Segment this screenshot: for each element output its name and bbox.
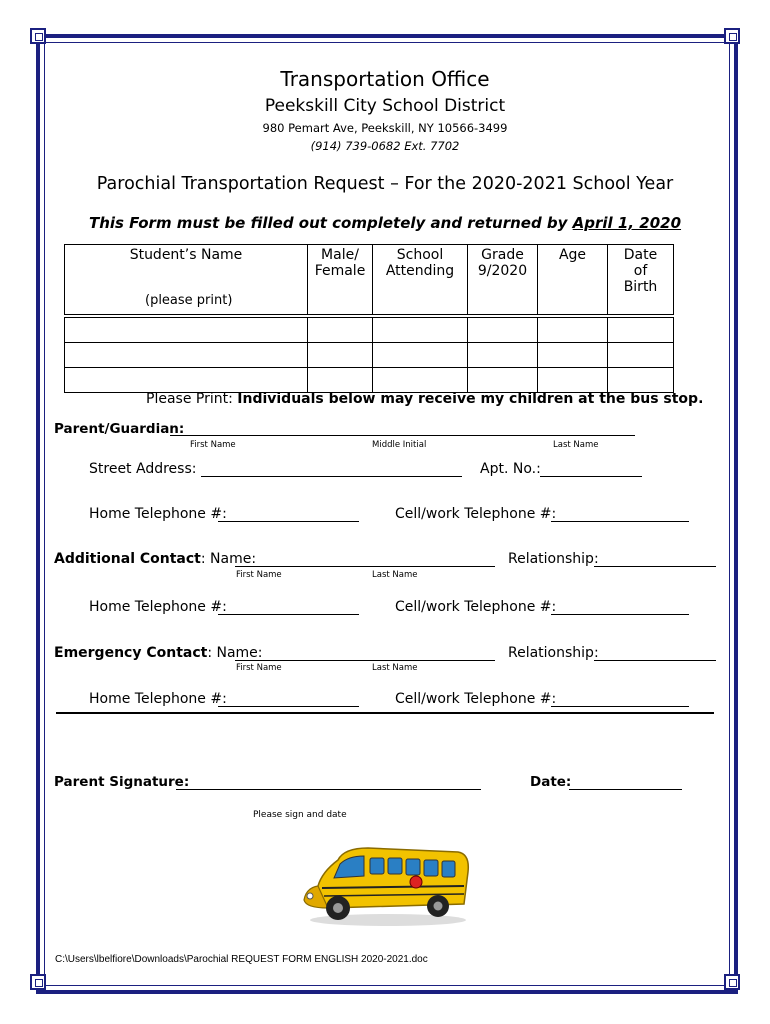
- table-row[interactable]: [65, 343, 674, 368]
- emergency-relationship-field[interactable]: [594, 660, 716, 661]
- additional-first-hint: First Name: [236, 570, 282, 580]
- parent-name-field[interactable]: [170, 435, 635, 436]
- student-table: [64, 244, 674, 393]
- parent-cell-tel-field[interactable]: [551, 521, 689, 522]
- parent-first-hint: First Name: [190, 440, 236, 450]
- street-field[interactable]: [201, 476, 462, 477]
- additional-cell-tel-field[interactable]: [551, 614, 689, 615]
- school-cell[interactable]: [373, 316, 468, 343]
- col-dob: [608, 245, 674, 317]
- col-age: [538, 245, 608, 317]
- col-name-label: Student’s Name: [129, 247, 243, 263]
- emergency-last-hint: Last Name: [372, 663, 418, 673]
- additional-relationship-field[interactable]: [594, 566, 716, 567]
- school-bus-icon: [298, 842, 474, 928]
- additional-name-label: : Name:: [200, 551, 257, 567]
- grade-cell[interactable]: [468, 316, 538, 343]
- parent-last-hint: Last Name: [553, 440, 599, 450]
- footer-file-path: C:\Users\lbelfiore\Downloads\Parochial REQUEST FORM ENGLISH 2020-2021.doc: [55, 954, 428, 965]
- emergency-label: Emergency Contact: [54, 645, 208, 661]
- emergency-first-hint: First Name: [236, 663, 282, 673]
- col-gender-line1: Male/: [321, 247, 359, 263]
- district-phone: (914) 739-0682 Ext. 7702: [310, 139, 460, 153]
- district-name: Peekskill City School District: [264, 96, 506, 116]
- col-grade-line2: 9/2020: [477, 263, 528, 279]
- additional-contact-line: [54, 551, 256, 567]
- col-name-note: (please print): [145, 293, 233, 308]
- student-name-cell[interactable]: [65, 343, 308, 368]
- age-cell[interactable]: [538, 343, 608, 368]
- parent-middle-hint: Middle Initial: [372, 440, 427, 450]
- table-header-row: [65, 245, 674, 317]
- parent-home-tel-field[interactable]: [218, 521, 359, 522]
- parent-cell-tel-label: Cell/work Telephone #:: [395, 506, 557, 522]
- date-label: Date:: [530, 774, 572, 790]
- additional-label: Additional Contact: [54, 551, 201, 567]
- col-school: [373, 245, 468, 317]
- street-label: Street Address:: [89, 461, 197, 477]
- deadline-notice: [0, 214, 770, 232]
- deadline-date: April 1, 2020: [572, 214, 682, 232]
- corner-ornament: [724, 974, 740, 990]
- form-title: Parochial Transportation Request – For the 2020-2021 School Year: [96, 174, 674, 194]
- gender-cell[interactable]: [308, 368, 373, 393]
- emergency-name-label: : Name:: [207, 645, 263, 661]
- grade-cell[interactable]: [468, 368, 538, 393]
- section-divider: [56, 712, 714, 714]
- pickup-prefix: Please Print:: [146, 391, 238, 407]
- gender-cell[interactable]: [308, 343, 373, 368]
- additional-name-field[interactable]: [235, 566, 495, 567]
- additional-relationship-label: Relationship:: [508, 551, 599, 567]
- emergency-relationship-label: Relationship:: [508, 645, 599, 661]
- col-grade-line1: Grade: [481, 247, 524, 263]
- col-dob-line2: of: [633, 263, 648, 279]
- apt-field[interactable]: [540, 476, 642, 477]
- col-gender: [308, 245, 373, 317]
- additional-home-tel-label: Home Telephone #:: [89, 599, 227, 615]
- apt-label: Apt. No.:: [480, 461, 541, 477]
- signature-note: Please sign and date: [253, 810, 347, 820]
- grade-cell[interactable]: [468, 343, 538, 368]
- gender-cell[interactable]: [308, 316, 373, 343]
- corner-ornament: [724, 28, 740, 44]
- dob-cell[interactable]: [608, 316, 674, 343]
- emergency-home-tel-field[interactable]: [218, 706, 359, 707]
- dob-cell[interactable]: [608, 343, 674, 368]
- signature-label: Parent Signature:: [54, 774, 190, 790]
- age-cell[interactable]: [538, 316, 608, 343]
- pickup-instruction: [146, 391, 703, 407]
- emergency-cell-tel-field[interactable]: [551, 706, 689, 707]
- pickup-text: Individuals below may receive my children at the bus stop.: [237, 391, 704, 407]
- col-gender-line2: Female: [314, 263, 366, 279]
- col-student-name: [65, 245, 308, 317]
- col-school-line1: School: [396, 247, 444, 263]
- office-title: Transportation Office: [280, 67, 490, 91]
- signature-field[interactable]: [176, 789, 481, 790]
- emergency-name-field[interactable]: [235, 660, 495, 661]
- table-row[interactable]: [65, 316, 674, 343]
- corner-ornament: [30, 28, 46, 44]
- date-field[interactable]: [569, 789, 682, 790]
- student-name-cell[interactable]: [65, 368, 308, 393]
- dob-cell[interactable]: [608, 368, 674, 393]
- additional-home-tel-field[interactable]: [218, 614, 359, 615]
- col-dob-line1: Date: [623, 247, 658, 263]
- col-grade: [468, 245, 538, 317]
- school-cell[interactable]: [373, 368, 468, 393]
- col-age-label: Age: [558, 247, 587, 263]
- col-school-line2: Attending: [385, 263, 455, 279]
- additional-cell-tel-label: Cell/work Telephone #:: [395, 599, 557, 615]
- district-address: 980 Pemart Ave, Peekskill, NY 10566-3499: [262, 121, 508, 135]
- corner-ornament: [30, 974, 46, 990]
- student-name-cell[interactable]: [65, 316, 308, 343]
- deadline-text: This Form must be filled out completely and returned by: [88, 214, 573, 232]
- school-cell[interactable]: [373, 343, 468, 368]
- col-dob-line3: Birth: [623, 279, 658, 295]
- age-cell[interactable]: [538, 368, 608, 393]
- emergency-contact-line: [54, 645, 263, 661]
- parent-label: Parent/Guardian:: [54, 421, 185, 437]
- parent-home-tel-label: Home Telephone #:: [89, 506, 227, 522]
- additional-last-hint: Last Name: [372, 570, 418, 580]
- table-row[interactable]: [65, 368, 674, 393]
- emergency-cell-tel-label: Cell/work Telephone #:: [395, 691, 557, 707]
- emergency-home-tel-label: Home Telephone #:: [89, 691, 227, 707]
